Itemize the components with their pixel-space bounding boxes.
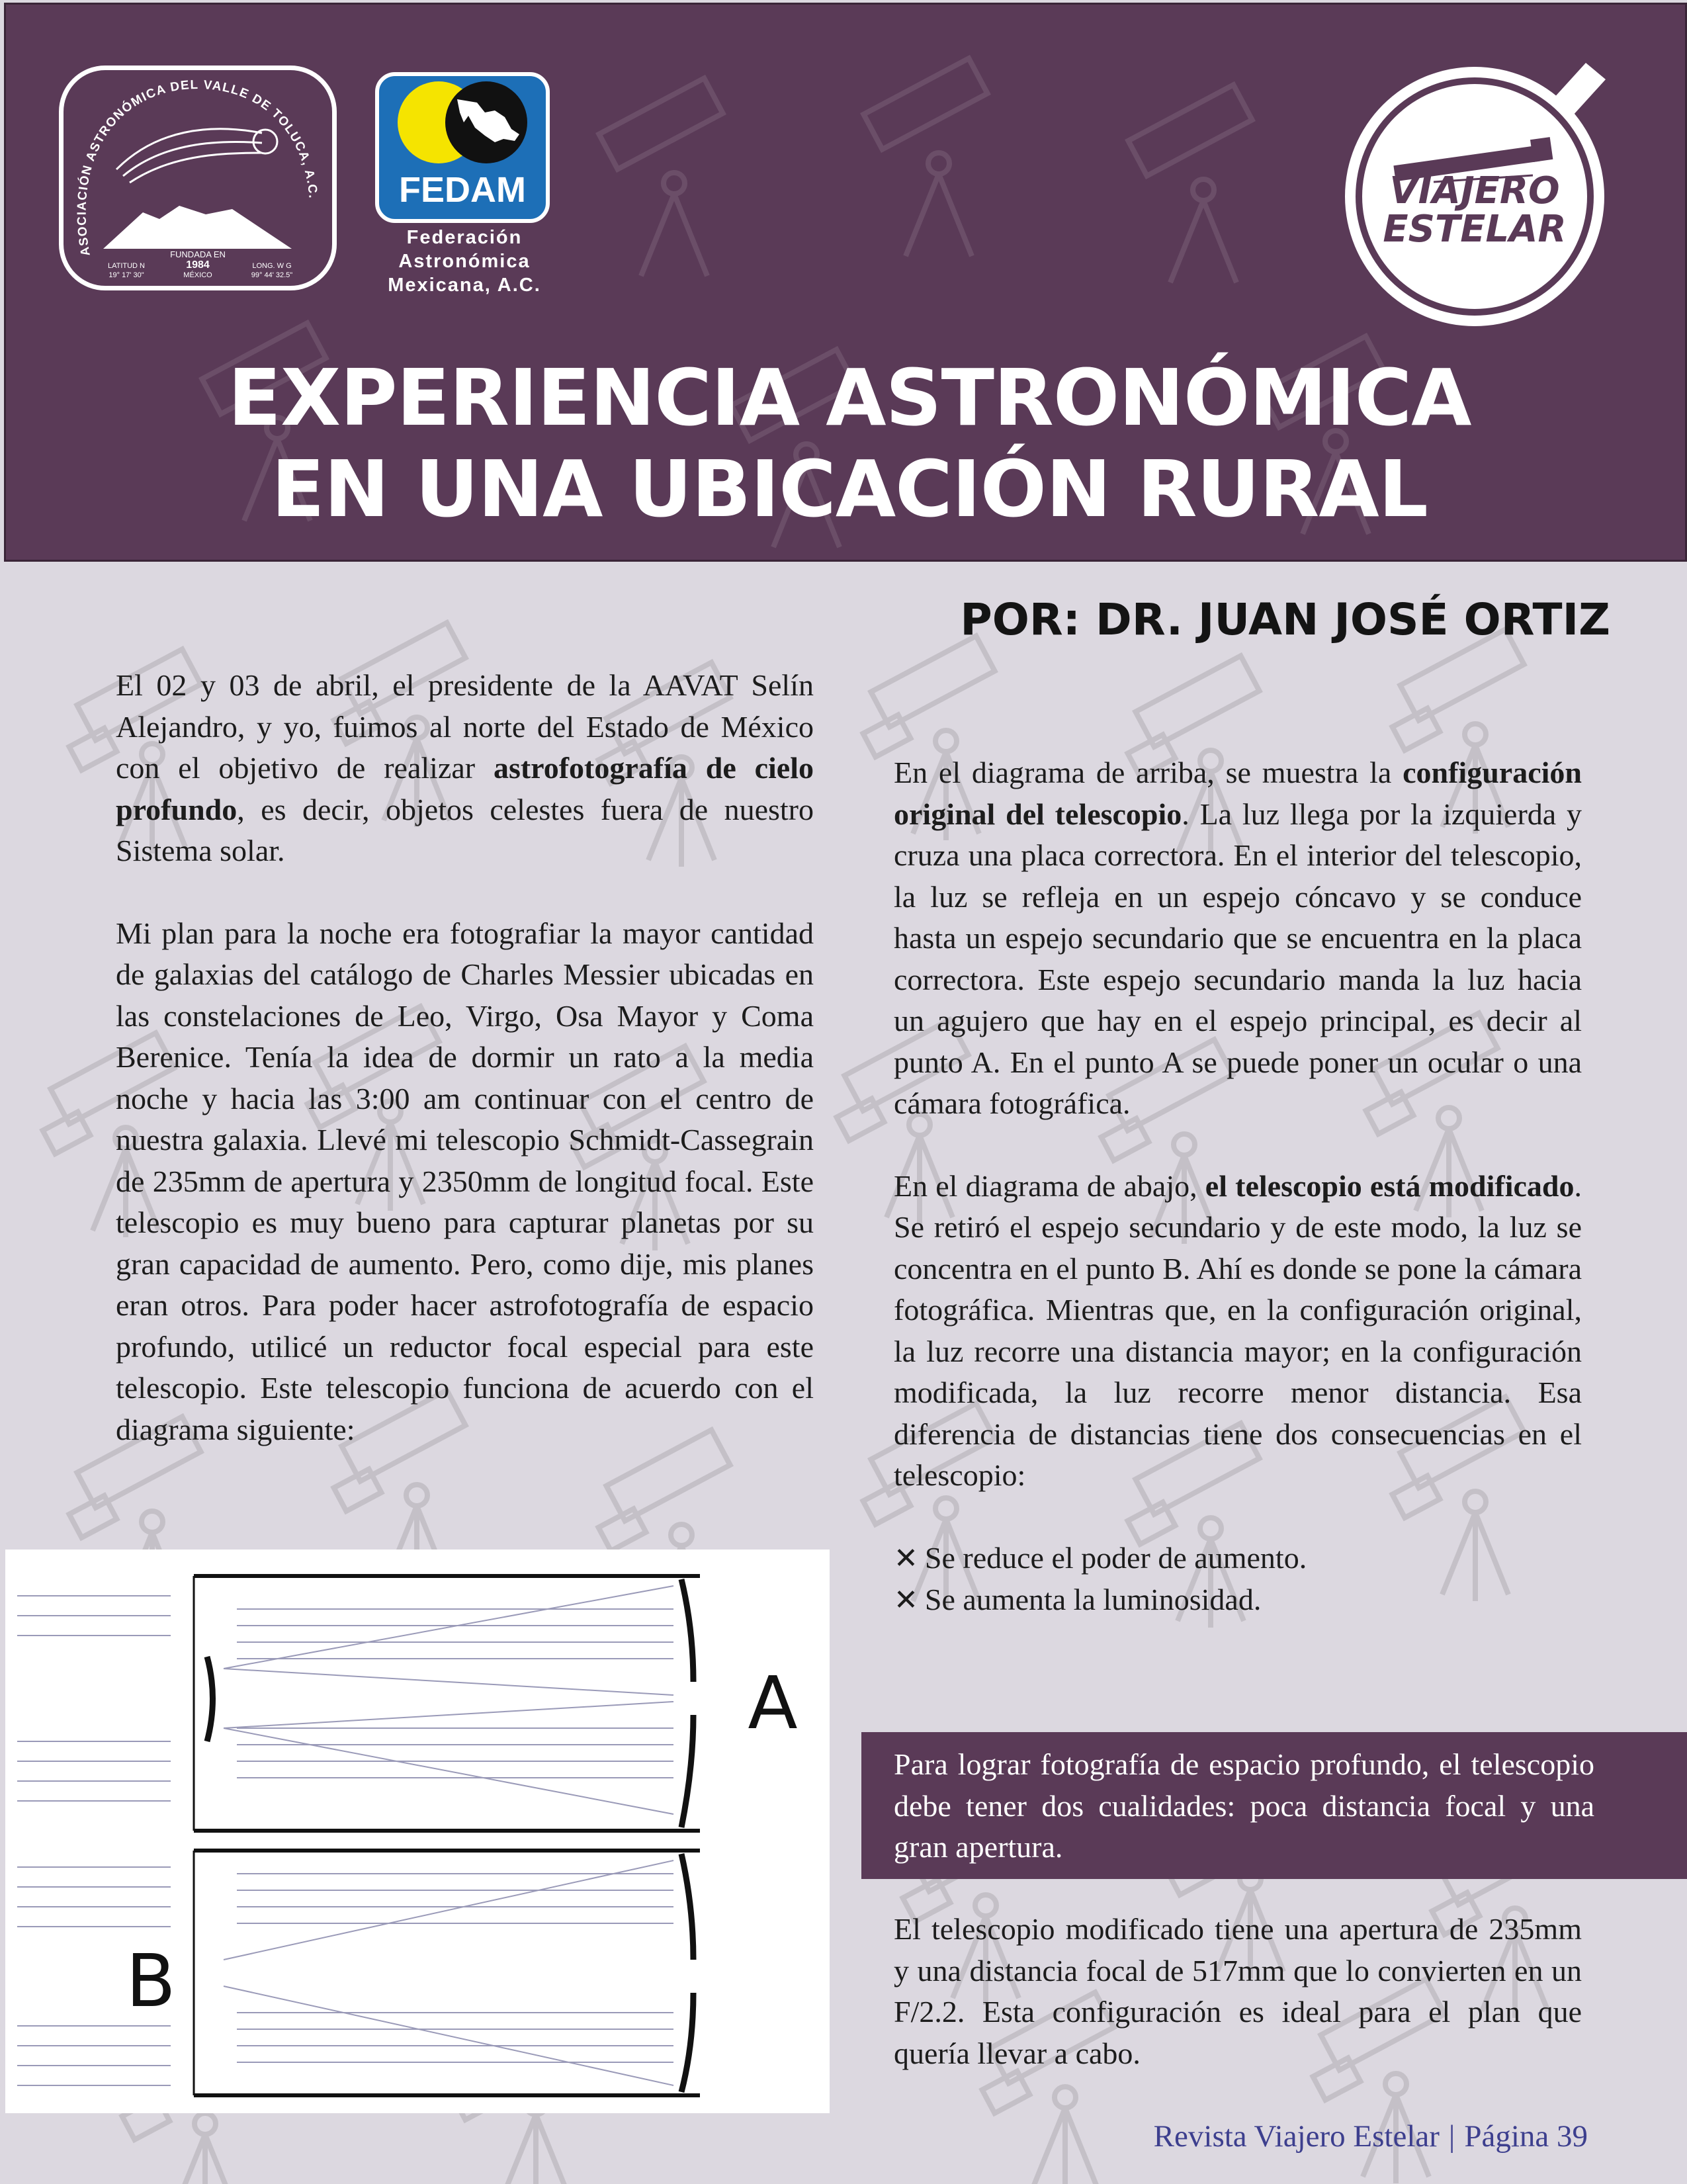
page-footer [1154,2118,1588,2154]
text-span: En el diagrama de arriba, se muestra la [894,756,1403,789]
highlight-callout: Para lograr fotografía de espacio profundo, el telescopio debe tener dos cualidades: poca distancia focal y una gran apertura. [861,1732,1687,1879]
aavat-lat-label: LATITUD N [107,262,146,270]
paragraph: El telescopio modificado tiene una apertura de 235mm y una distancia focal de 517mm que lo convierten en un F/2.2. Esta configuración es ideal para el plan que quería llevar a cabo. [894,1912,1582,2070]
right-column-closing [894,1909,1582,2115]
fedam-name-line1: Federación [406,227,523,248]
telescope-diagram [5,1550,830,2113]
list-item-text: Se reduce el poder de aumento. [924,1540,1307,1575]
left-column [116,665,814,1491]
fedam-name-line3: Mexicana, A.C. [388,275,541,296]
viajero-text: VIAJERO [1389,169,1560,212]
fedam-acronym: FEDAM [399,170,526,210]
footer-separator: | [1448,2119,1455,2154]
estelar-text: ESTELAR [1383,208,1567,251]
header-band [4,3,1687,562]
bold-text: configuración original del telescopio [894,756,1582,831]
fedam-name-line2: Astronómica [398,251,531,272]
aavat-long-label: LONG. W G [252,262,292,270]
fedam-name [355,226,574,297]
aavat-long-value: 99° 44' 32.5" [251,271,293,279]
title-line-1: EXPERIENCIA ASTRONÓMICA [228,352,1471,443]
comet-icon [116,129,277,183]
text-span: . Se retiró el espejo secundario y de este modo, la luz se concentra en el punto B. Ahí es donde se pone la cámara fotográfica. Mientras que, en la configuración original, la luz recorre una distancia mayor; en la configuración modificada, la luz recorre menor distancia. Esa diferencia de distancias tiene dos consecuencias en el telescopio: [894,1168,1582,1492]
text-span: El 02 y 03 de abril, el presidente de la AAVAT Selín Alejandro, y yo, fuimos al norte del Estado de México con el objetivo de realizar [116,668,814,785]
aavat-emblem [64,70,332,286]
paragraph [116,665,814,872]
fedam-logo [375,72,550,223]
aavat-year: 1984 [186,259,210,271]
x-mark-icon: ✕ [894,1541,918,1575]
author-byline: POR: DR. JUAN JOSÉ ORTIZ [960,594,1610,645]
aavat-country: MÉXICO [183,271,212,279]
incoming-light-lines-bottom [17,1860,673,2085]
magazine-name: Revista Viajero Estelar [1153,2119,1440,2154]
x-mark-icon: ✕ [894,1583,918,1617]
original-telescope-tube [194,1576,700,1831]
text-span: . La luz llega por la izquierda y cruza una placa correctora. En el interior del telescopio, la luz se refleja en un espejo cóncavo y se conduce hasta un espejo secundario que se encuentra en la placa correctora. Este espejo secundario manda la luz hacia un agujero que hay en el espejo principal, es decir al punto A. En el punto A se puede poner un ocular o una cámara fotográfica. [894,797,1582,1120]
text-span: , es decir, objetos celestes fuera de nuestro Sistema solar. [116,792,814,867]
right-column [894,752,1582,1622]
paragraph [894,1166,1582,1497]
text-span: En el diagrama de abajo, [894,1168,1205,1203]
paragraph: Mi plan para la noche era fotografiar la mayor cantidad de galaxias del catálogo de Charles Messier ubicadas en las constelaciones de Leo, Virgo, Osa Mayor y Coma Berenice. Tenía la idea de dormir un rato a la media noche y hacia las 3:00 am continuar con el centro de nuestra galaxia. Llevé mi telescopio Schmidt-Cassegrain de 235mm de apertura y 2350mm de longitud focal. Este telescopio es muy bueno para capturar planetas por su gran capacidad de aumento. Pero, como dije, mis planes eran otros. Para poder hacer astrofotografía de espacio profundo, utilicé un reductor focal especial para este telescopio. Este telescopio funciona de acuerdo con el diagrama siguiente: [116,916,814,1446]
modified-telescope-tube [194,1851,700,2095]
consequences-list [894,1538,1582,1622]
point-b-label: B [126,1939,176,2023]
list-item-text: Se aumenta la luminosidad. [924,1583,1262,1616]
volcano-icon [103,206,292,249]
aavat-arc-text: ASOCIACIÓN ASTRONÓMICA DEL VALLE DE TOLUCA, A.C. [75,77,320,257]
page-number: Página 39 [1464,2119,1588,2154]
aavat-founded: FUNDADA EN [170,249,226,259]
viajero-estelar-logo [1334,50,1625,341]
list-item [894,1579,1582,1622]
paragraph [894,752,1582,1125]
bold-text: astrofotografía de cielo profundo [116,751,814,826]
list-item [894,1538,1582,1580]
title-line-2: EN UNA UBICACIÓN RURAL [271,443,1428,535]
point-a-label: A [748,1661,798,1745]
incoming-light-lines-top [17,1586,673,1814]
aavat-lat-value: 19° 17' 30" [108,271,144,279]
page-title [138,352,1561,535]
aavat-logo [59,66,337,290]
bold-text: el telescopio está modificado [1205,1168,1575,1203]
